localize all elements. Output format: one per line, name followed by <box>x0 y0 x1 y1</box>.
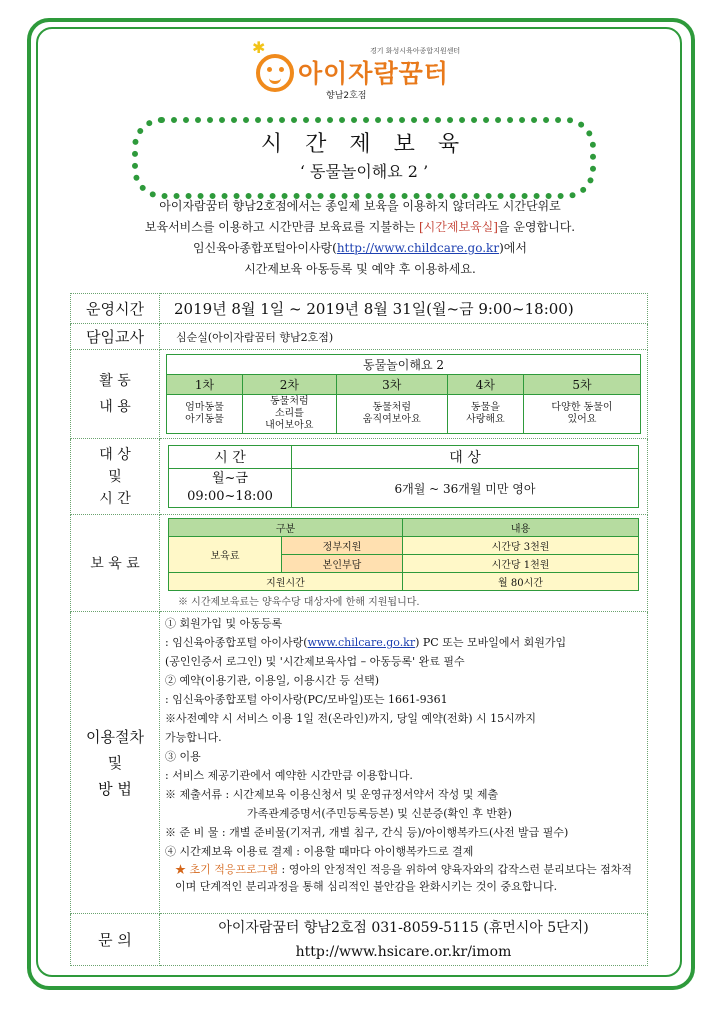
proc-star: ★ 초기 적응프로그램 : 영아의 안정적인 적응을 위하여 양육자와의 갑작스런 분리보다는 점차적이며 단계적인 분리과정을 통해 심리적인 불안감을 완화시키는 것이 중요합니다. <box>175 863 632 893</box>
fee-cell <box>160 515 648 612</box>
hours-label: 운영시간 <box>71 294 160 324</box>
chilcare-link[interactable]: www.chilcare.go.kr <box>307 636 416 649</box>
procedure-cell <box>160 612 648 914</box>
fee-row1-name: 정부지원 <box>282 537 403 555</box>
target-label: 대 상 및 시 간 <box>71 439 160 515</box>
intro-line-3: 임신육아종합포털아이사랑(http://www.childcare.go.kr)에서 <box>193 241 527 255</box>
page-subtitle: ‘ 동물놀이해요 2 ’ <box>299 162 429 181</box>
page-title: 시 간 제 보 육 <box>260 132 468 157</box>
proc-1: ① 회원가입 및 아동등록 <box>165 617 283 630</box>
logo-subtitle: 향남2호점 <box>326 91 367 101</box>
procedure-label: 이용절차 및 방 법 <box>71 612 160 914</box>
activity-item-1: 엄마동물 아기동물 <box>167 395 243 434</box>
logo-title: 아이자람꿈터 <box>298 59 449 88</box>
logo <box>252 38 496 106</box>
contact-label: 문 의 <box>71 914 160 966</box>
proc-4: ④ 시간제보육 이용료 결제 : 이용할 때마다 아이행복카드로 결제 <box>165 845 474 858</box>
intro-line-2: 보육서비스를 이용하고 시간만큼 보육료를 지불하는 [시간제보육실]을 운영합니다. <box>144 220 576 234</box>
activity-header-2: 2차 <box>243 375 337 395</box>
activity-title: 동물놀이해요 2 <box>167 355 641 375</box>
fee-row2-value: 시간당 1천원 <box>403 555 639 573</box>
intro-line-4: 시간제보육 아동등록 및 예약 후 이용하세요. <box>244 262 476 276</box>
fee-table <box>168 518 639 591</box>
intro-text <box>76 196 644 280</box>
fee-col2: 내용 <box>403 519 639 537</box>
contact-cell <box>160 914 648 966</box>
fee-row1-value: 시간당 3천원 <box>403 537 639 555</box>
title-box <box>132 117 596 199</box>
fee-note: ※ 시간제보육료는 양육수당 대상자에 한해 지원됩니다. <box>178 597 420 608</box>
proc-3a: : 서비스 제공기관에서 예약한 시간만큼 이용합니다. <box>165 769 413 782</box>
activity-label: 활 동 내 용 <box>71 350 160 439</box>
fee-label: 보 육 료 <box>71 515 160 612</box>
contact-line-1: 아이자람꿈터 향남2호점 031-8059-5115 (휴먼시아 5단지) <box>218 919 589 936</box>
activity-cell <box>160 350 648 439</box>
info-table <box>70 293 648 966</box>
proc-3c: 가족관계증명서(주민등록등본) 및 신분증(확인 후 반환) <box>247 807 512 820</box>
contact-url[interactable]: http://www.hsicare.or.kr/imom <box>295 943 512 960</box>
activity-header-3: 3차 <box>336 375 447 395</box>
proc-1a: : 임신육아종합포털 아이사랑(www.chilcare.go.kr) PC 또는 모바일에서 회원가입 <box>165 636 567 649</box>
fee-group: 보육료 <box>169 537 282 573</box>
fee-row3-name: 지원시간 <box>169 573 403 591</box>
activity-header-4: 4차 <box>447 375 523 395</box>
fee-col1: 구분 <box>169 519 403 537</box>
star-icon: ✱ <box>252 38 266 57</box>
fee-row3-value: 월 80시간 <box>403 573 639 591</box>
star-label: ★ 초기 적응프로그램 <box>175 863 279 876</box>
activity-header-5: 5차 <box>523 375 640 395</box>
logo-center-name: 경기 화성시육아종합지원센터 <box>370 47 461 55</box>
target-cell <box>160 439 648 515</box>
proc-3b: ※ 제출서류 : 시간제보육 이용신청서 및 운영규정서약서 작성 및 제출 <box>165 788 499 801</box>
activity-item-5: 다양한 동물이 있어요 <box>523 395 640 434</box>
activity-table <box>166 354 641 434</box>
teacher-value: 심순실(아이자람꿈터 향남2호점) <box>160 324 648 350</box>
activity-item-3: 동물처럼 움직여보아요 <box>336 395 447 434</box>
proc-2c: 가능합니다. <box>165 731 222 744</box>
target-value: 6개월 ~ 36개월 미만 영아 <box>292 469 639 508</box>
time-value: 월~금 09:00~18:00 <box>169 469 292 508</box>
activity-item-4: 동물을 사랑해요 <box>447 395 523 434</box>
childcare-link[interactable]: http://www.childcare.go.kr <box>336 241 500 255</box>
proc-2: ② 예약(이용기관, 이용일, 이용시간 등 선택) <box>165 674 380 687</box>
proc-2b: ※사전예약 시 서비스 이용 1일 전(온라인)까지, 당일 예약(전화) 시 15시까지 <box>165 712 537 725</box>
activity-header-1: 1차 <box>167 375 243 395</box>
proc-3: ③ 이용 <box>165 750 201 763</box>
intro-line-1: 아이자람꿈터 향남2호점에서는 종일제 보육을 이용하지 않더라도 시간단위로 <box>159 199 561 213</box>
fee-row2-name: 본인부담 <box>282 555 403 573</box>
proc-2a: : 임신육아종합포털 아이사랑(PC/모바일)또는 1661-9361 <box>165 693 448 706</box>
target-table <box>168 445 639 508</box>
logo-face-icon <box>256 54 294 92</box>
target-header: 대 상 <box>292 446 639 469</box>
proc-3d: ※ 준 비 물 : 개별 준비물(기저귀, 개별 침구, 간식 등)/아이행복카드(사전 발급 필수) <box>165 826 569 839</box>
activity-item-2: 동물처럼 소리를 내어보아요 <box>243 395 337 434</box>
teacher-label: 담임교사 <box>71 324 160 350</box>
time-header: 시 간 <box>169 446 292 469</box>
hours-value: 2019년 8월 1일 ~ 2019년 8월 31일(월~금 9:00~18:00) <box>160 294 648 324</box>
proc-1b: (공인인증서 로그인) 및 '시간제보육사업 – 아동등록' 완료 필수 <box>165 655 465 668</box>
